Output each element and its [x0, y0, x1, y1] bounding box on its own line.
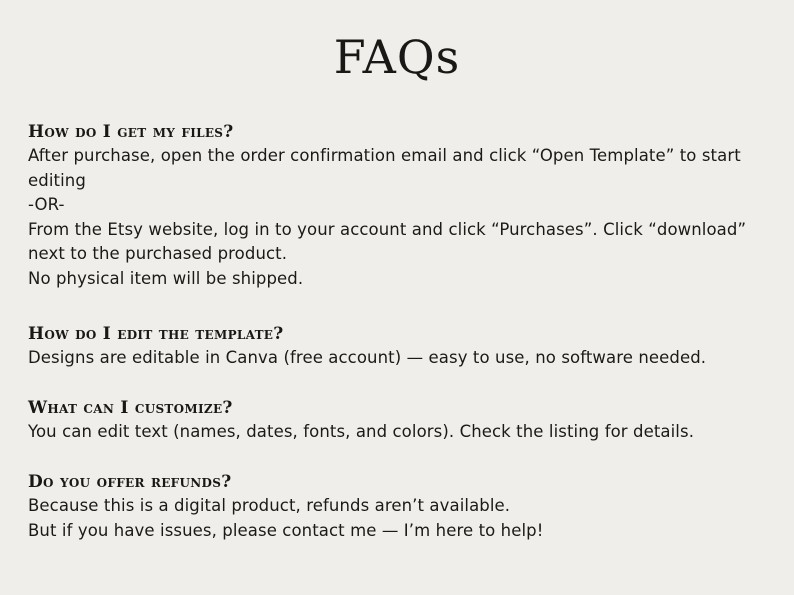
- faq-question: How do I edit the template?: [28, 324, 284, 344]
- page-title: FAQs: [333, 30, 461, 84]
- faq-question: What can I customize?: [28, 398, 233, 418]
- faq-answer-line: But if you have issues, please contact me — I’m here to help!: [28, 520, 544, 540]
- faq-answer-line: After purchase, open the order confirmation email and click “Open Template” to start: [28, 146, 741, 165]
- faq-answer-line: Designs are editable in Canva (free account) — easy to use, no software needed.: [28, 348, 707, 367]
- faq-answer-line: From the Etsy website, log in to your account and click “Purchases”. Click “download”: [28, 219, 747, 239]
- faq-item: [28, 470, 788, 543]
- faq-answer-line: Because this is a digital product, refunds aren’t available.: [28, 496, 511, 515]
- faq-item: [28, 322, 788, 371]
- faq-answer-line: -OR-: [28, 195, 65, 214]
- faq-answer-line: No physical item will be shipped.: [28, 268, 304, 288]
- faq-answer-line: You can edit text (names, dates, fonts, and colors). Check the listing for details.: [28, 422, 695, 441]
- faq-question: Do you offer refunds?: [28, 472, 232, 492]
- faq-answer-line: next to the purchased product.: [28, 244, 288, 263]
- faq-answer-line: editing: [28, 170, 86, 190]
- faq-item: [28, 120, 788, 291]
- faq-question: How do I get my files?: [28, 122, 234, 142]
- faq-item: [28, 396, 788, 445]
